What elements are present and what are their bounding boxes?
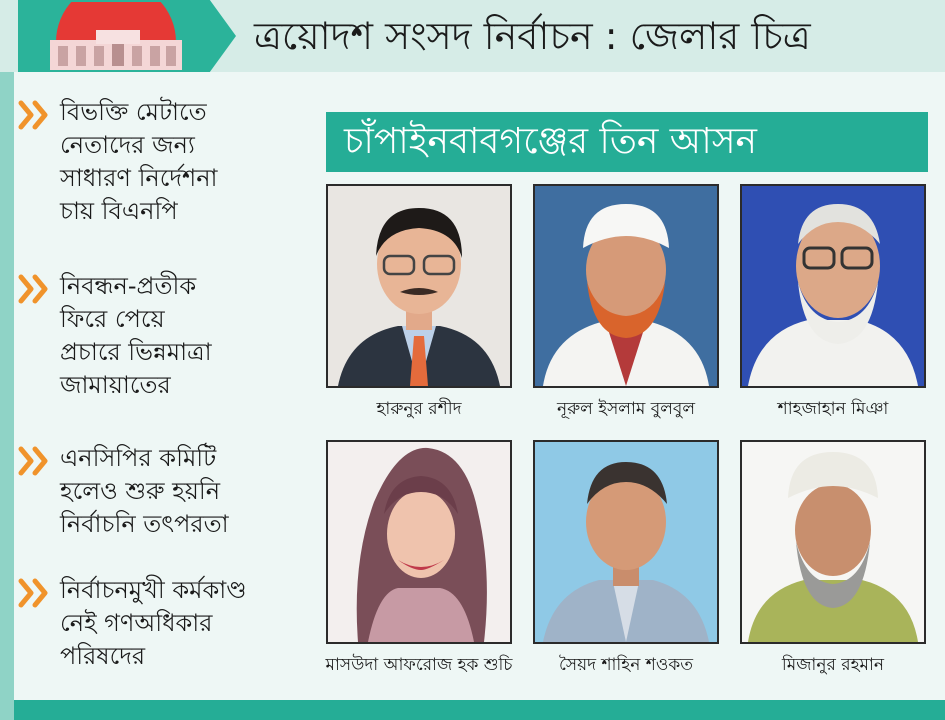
person-portrait-icon bbox=[742, 442, 924, 642]
person-portrait-icon bbox=[328, 442, 510, 642]
person-portrait-icon bbox=[535, 442, 717, 642]
candidate-name: মিজানুর রহমান bbox=[781, 655, 885, 675]
candidate-photo bbox=[533, 440, 719, 644]
candidate-photo bbox=[533, 184, 719, 388]
header-logo-block bbox=[18, 0, 236, 72]
double-chevron-right-icon bbox=[18, 578, 52, 608]
header-band bbox=[0, 0, 945, 72]
candidate-name: শাহজাহান মিঞা bbox=[777, 399, 889, 419]
person-portrait-icon bbox=[328, 186, 510, 386]
candidate-name: নূরুল ইসলাম বুলবুল bbox=[556, 399, 696, 419]
double-chevron-right-icon bbox=[18, 274, 52, 304]
page-title: ত্রয়োদশ সংসদ নির্বাচন : জেলার চিত্র bbox=[254, 14, 811, 58]
panel-title: চাঁপাইনবাবগঞ্জের তিন আসন bbox=[326, 112, 928, 172]
double-chevron-right-icon bbox=[18, 100, 52, 130]
person-portrait-icon bbox=[742, 186, 924, 386]
headline-text: নিবন্ধন-প্রতীক ফিরে পেয়ে প্রচারে ভিন্নমাত্রা জামায়াতের bbox=[60, 272, 212, 399]
candidate-photo bbox=[326, 440, 512, 644]
candidate-name: মাসউদা আফরোজ হক শুচি bbox=[325, 655, 513, 675]
headline-text: নির্বাচনমুখী কর্মকাণ্ড নেই গণঅধিকার পরিষদের bbox=[60, 576, 247, 670]
left-decorative-stripe bbox=[0, 0, 14, 720]
double-chevron-right-icon bbox=[18, 446, 52, 476]
candidate-photo bbox=[740, 184, 926, 388]
parliament-building-icon bbox=[36, 2, 196, 72]
candidate-photo bbox=[740, 440, 926, 644]
person-portrait-icon bbox=[535, 186, 717, 386]
candidate-name: হারুনুর রশীদ bbox=[376, 399, 462, 419]
candidate-name: সৈয়দ শাহিন শওকত bbox=[558, 655, 693, 675]
headline-text: এনসিপির কমিটি হলেও শুরু হয়নি নির্বাচনি তৎপরতা bbox=[60, 444, 229, 538]
candidate-photo bbox=[326, 184, 512, 388]
bottom-decorative-bar bbox=[14, 700, 945, 720]
headline-text: বিভক্তি মেটাতে নেতাদের জন্য সাধারণ নির্দেশনা চায় বিএনপি bbox=[60, 98, 218, 225]
